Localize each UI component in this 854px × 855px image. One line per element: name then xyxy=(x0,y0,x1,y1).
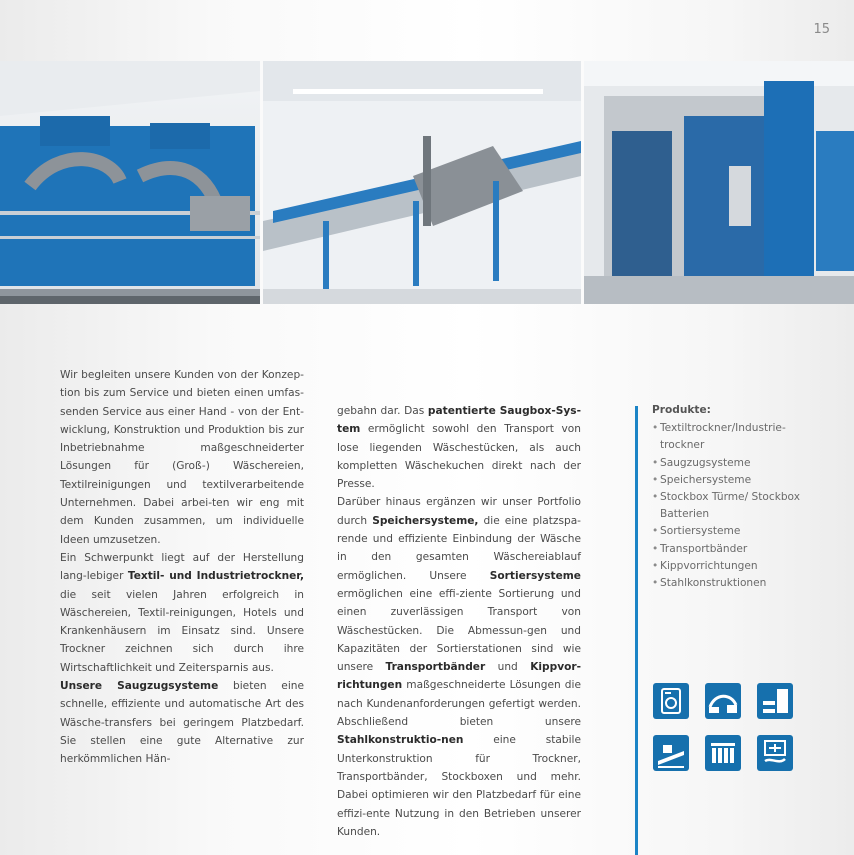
stockbox-icon xyxy=(705,735,741,771)
bold-term: Kippvor-richtungen xyxy=(337,661,581,692)
products-title: Produkte: xyxy=(652,404,711,416)
product-item: • Transportbänder xyxy=(652,541,802,558)
product-item: • Stockbox Türme/ Stockbox Batterien xyxy=(652,489,802,523)
product-icon-grid xyxy=(653,683,793,771)
text-run: die eine platzspa-rende und effiziente Einbindung der Wäsche in den gesamten Wäschereiablauf ermöglichen. Unsere xyxy=(337,514,582,582)
paragraph xyxy=(337,402,581,493)
bold-term: Stahlkonstruktio-nen xyxy=(337,734,464,747)
bold-term: Unsere Saugzugsysteme xyxy=(60,680,219,693)
text-run: und xyxy=(485,661,531,674)
conveyor-photo xyxy=(263,61,581,304)
dryer-photo xyxy=(0,61,260,304)
conveyor-icon xyxy=(653,735,689,771)
bold-term: patentierte Saugbox-Sys-tem xyxy=(337,405,581,436)
text-run: maßgeschneiderte Lösungen die nach Kundenanforderungen gefertigt werden. Abschließend bieten unsere xyxy=(337,679,581,729)
product-item: • Sortiersysteme xyxy=(652,523,802,540)
text-run: gebahn dar. Das xyxy=(337,405,428,417)
product-item: • Stahlkonstruktionen xyxy=(652,575,802,592)
photo-strip xyxy=(0,61,854,304)
stockbox-photo xyxy=(584,61,854,304)
text-run: Ein Schwerpunkt liegt auf der Herstellung lang-lebiger xyxy=(60,551,304,583)
text-run: ermöglicht sowohl den Transport von lose liegenden Wäschestücken, als auch kompletten Wäschekuchen direkt nach der Presse. xyxy=(337,423,581,491)
text-run: Wir begleiten unsere Kunden von der Konzep-tion bis zum Service und bieten einen umfas-senden Service aus einer Hand - von der Ent-wicklung, Konstruktion und Produktion bis zur Inbetriebnahme maßgeschneiderter Lösungen für (Groß-) Wäschereien, Textilreinigungen und textilverarbeitende Unternehmen. Dabei arbei-ten wir eng mit dem Kunden zusammen, um individuelle Ideen umzusetzen. xyxy=(60,369,304,546)
accent-divider xyxy=(635,406,638,855)
products-list xyxy=(652,402,802,592)
paragraph xyxy=(60,549,304,677)
product-item: • Kippvorrichtungen xyxy=(652,558,802,575)
product-item: • Speichersysteme xyxy=(652,472,802,489)
dryer-icon xyxy=(653,683,689,719)
product-item: • Saugzugsysteme xyxy=(652,455,802,472)
text-run: bieten eine schnelle, effiziente und automatische Art des Wäsche-transfers bei geringem Platzbedarf. Sie stellen eine gute Alternative zur herkömmlichen Hän- xyxy=(60,680,304,766)
text-run: ermöglichen eine effi-ziente Sortierung und einen zuverlässigen Transport von Wäschestücken. Die Abmessun-gen und Kapazitäten der Sortierstationen sind wie unsere xyxy=(337,587,581,674)
text-run: eine stabile Unterkonstruktion für Trockner, Transportbänder, Stockboxen und mehr. Dabei optimieren wir den Platzbedarf für eine effizi-ente Nutzung in den Betrieben unserer Kunden. xyxy=(337,734,581,838)
text-column-middle xyxy=(337,402,581,841)
text-run: Darüber hinaus ergänzen wir unser Portfolio durch xyxy=(337,496,581,527)
storage-system-icon xyxy=(757,683,793,719)
product-item: • Textiltrockner/Industrie-trockner xyxy=(652,420,802,454)
text-column-left xyxy=(60,366,304,769)
suction-system-icon xyxy=(705,683,741,719)
bold-term: Sortiersysteme xyxy=(489,569,581,582)
sorting-system-icon xyxy=(757,735,793,771)
bold-term: Transportbänder xyxy=(385,661,486,674)
bold-term: Speichersysteme, xyxy=(372,514,479,527)
bold-term: Textil- und Industrietrockner, xyxy=(127,570,304,583)
paragraph xyxy=(60,677,304,768)
paragraph xyxy=(60,366,304,549)
text-run: die seit vielen Jahren erfolgreich in Wäschereien, Textil-reinigungen, Hotels und Krankenhäusern im Einsatz sind. Unsere Trockner zeichnen sich durch ihre Wirtschaftlichkeit und Zeitersparnis aus. xyxy=(60,588,304,674)
page-number: 15 xyxy=(813,22,830,37)
paragraph xyxy=(337,493,581,841)
